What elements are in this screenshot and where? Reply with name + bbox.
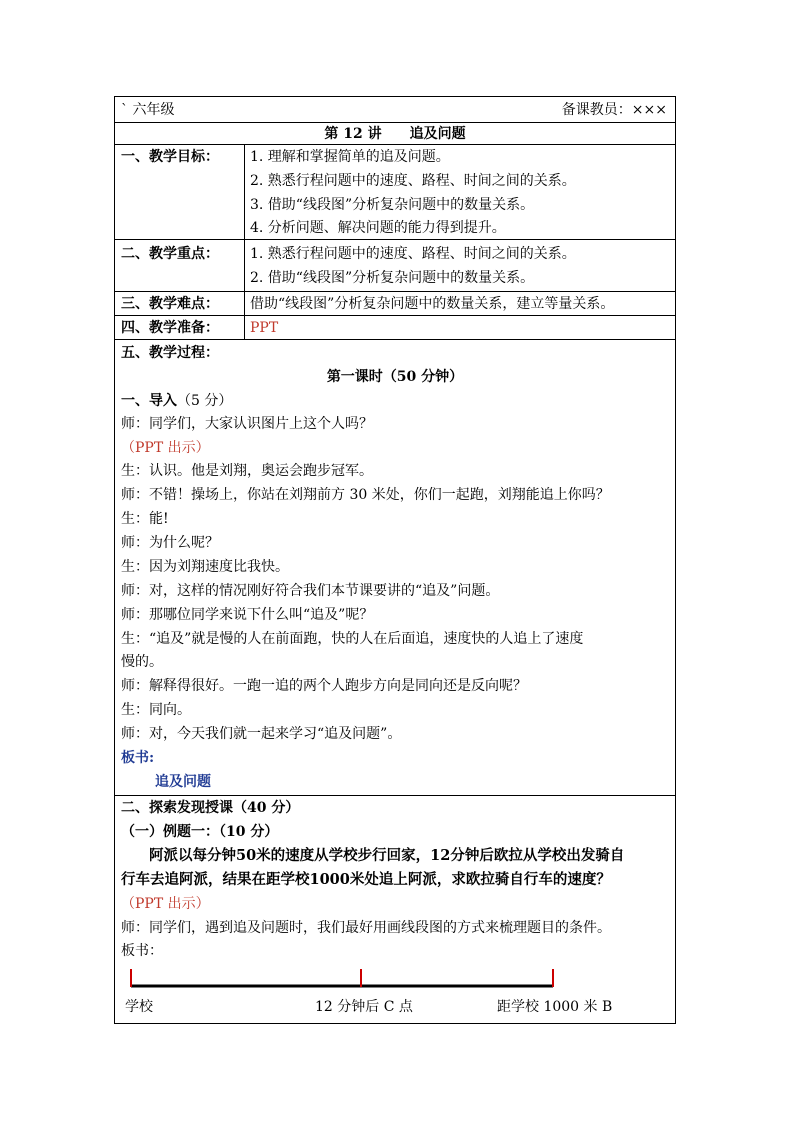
key-point-item: 2. 借助“线段图”分析复杂问题中的数量关系。 bbox=[250, 270, 535, 286]
example-text-line2: 行车去追阿派，结果在距学校1000米处追上阿派，求欧拉骑自行车的速度？ bbox=[121, 871, 611, 888]
process-row bbox=[115, 340, 675, 796]
column-divider bbox=[244, 145, 245, 239]
column-divider bbox=[244, 240, 245, 291]
dialogue-line: 生：认识。他是刘翔，奥运会跑步冠军。 bbox=[121, 463, 373, 479]
dialogue-line: 师：对，这样的情况刚好符合我们本节课要讲的“追及”问题。 bbox=[121, 583, 500, 599]
key-point-item: 1. 熟悉行程问题中的速度、路程、时间之间的关系。 bbox=[250, 246, 576, 262]
objective-item: 3. 借助“线段图”分析复杂问题中的数量关系。 bbox=[250, 197, 535, 213]
lesson-title: 第 12 讲 追及问题 bbox=[324, 126, 466, 142]
ppt-note: （PPT 出示） bbox=[121, 896, 210, 912]
dialogue-line: 师：那哪位同学来说下什么叫“追及”呢？ bbox=[121, 607, 374, 623]
explore-section bbox=[115, 796, 675, 1025]
intro-heading: 一、导入（5 分） bbox=[121, 393, 233, 409]
title-row bbox=[115, 123, 675, 145]
difficulties-label: 三、教学难点： bbox=[121, 296, 219, 312]
teacher-label: 备课教员：××× bbox=[561, 102, 667, 118]
key-points-label: 二、教学重点： bbox=[121, 246, 219, 262]
preparation-label: 四、教学准备： bbox=[121, 320, 219, 336]
grade-label: ` 六年级 bbox=[121, 102, 175, 118]
objective-item: 1. 理解和掌握简单的追及问题。 bbox=[250, 149, 450, 165]
teacher-line: 师：同学们，遇到追及问题时，我们最好用画线段图的方式来梳理题目的条件。 bbox=[121, 920, 611, 936]
explore-heading: 二、探索发现授课（40 分） bbox=[121, 800, 300, 816]
header-row bbox=[115, 97, 675, 123]
diagram-label-point-c: 12 分钟后 C 点 bbox=[315, 999, 413, 1015]
board-text: 追及问题 bbox=[155, 774, 211, 790]
column-divider bbox=[244, 316, 245, 339]
dialogue-line: 生：同向。 bbox=[121, 702, 191, 718]
dialogue-line: 师：对，今天我们就一起来学习“追及问题”。 bbox=[121, 726, 402, 742]
dialogue-line: 慢的。 bbox=[121, 654, 163, 670]
key-points-row bbox=[115, 240, 675, 292]
objective-item: 4. 分析问题、解决问题的能力得到提升。 bbox=[250, 220, 506, 236]
preparation-row bbox=[115, 316, 675, 340]
dialogue-line: 师：不错！操场上，你站在刘翔前方 30 米处，你们一起跑，刘翔能追上你吗？ bbox=[121, 487, 610, 503]
objectives-label: 一、教学目标： bbox=[121, 149, 219, 165]
dialogue-line: 生：因为刘翔速度比我快。 bbox=[121, 559, 289, 575]
dialogue-line: 师：为什么呢？ bbox=[121, 535, 219, 551]
diagram-label-point-b: 距学校 1000 米 B bbox=[497, 999, 613, 1015]
board-label: 板书: bbox=[121, 750, 155, 766]
lesson-plan-table bbox=[114, 96, 676, 1024]
difficulties-text: 借助“线段图”分析复杂问题中的数量关系，建立等量关系。 bbox=[250, 296, 615, 312]
dialogue-line: 师：解释得很好。一跑一追的两个人跑步方向是同向还是反向呢？ bbox=[121, 678, 527, 694]
column-divider bbox=[244, 292, 245, 315]
dialogue-line: 生：能! bbox=[121, 511, 169, 527]
preparation-text: PPT bbox=[250, 320, 279, 336]
diagram-label-school: 学校 bbox=[125, 999, 153, 1015]
dialogue-line: 师：同学们，大家认识图片上这个人吗？ bbox=[121, 416, 373, 432]
board-label: 板书： bbox=[121, 943, 163, 959]
objective-item: 2. 熟悉行程问题中的速度、路程、时间之间的关系。 bbox=[250, 173, 576, 189]
line-segment-diagram bbox=[115, 961, 675, 1001]
example-heading: （一）例题一：（10 分） bbox=[121, 824, 279, 840]
session-title: 第一课时（50 分钟） bbox=[326, 369, 464, 385]
dialogue-line: 生：“追及”就是慢的人在前面跑，快的人在后面追，速度快的人追上了速度 bbox=[121, 631, 584, 647]
difficulties-row bbox=[115, 292, 675, 316]
process-label: 五、教学过程： bbox=[121, 345, 219, 361]
objectives-row bbox=[115, 145, 675, 240]
ppt-note: （PPT 出示） bbox=[121, 440, 210, 456]
example-text-line1: 阿派以每分钟50米的速度从学校步行回家，12分钟后欧拉从学校出发骑自 bbox=[149, 847, 625, 864]
